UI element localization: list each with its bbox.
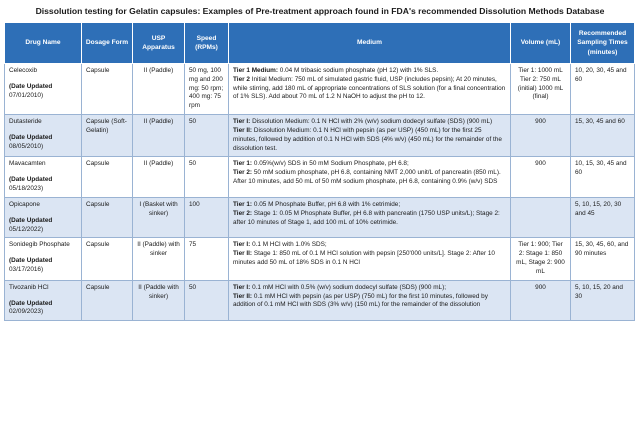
tier-1-label: Tier I: bbox=[233, 241, 251, 249]
table-row bbox=[5, 280, 635, 320]
drug-name-cell bbox=[5, 280, 82, 320]
table-row bbox=[5, 197, 635, 237]
speed-cell: 50 bbox=[185, 115, 229, 157]
drug-name: Tivozanib HCl bbox=[9, 283, 49, 291]
header-sampling-times: Recommended Sampling Times (minutes) bbox=[571, 23, 635, 64]
tier-2-label: Tier II: bbox=[233, 126, 253, 134]
apparatus-cell: II (Paddle) bbox=[133, 115, 185, 157]
medium-cell bbox=[229, 197, 511, 237]
speed-cell: 50 bbox=[185, 280, 229, 320]
date-updated: 07/01/2010) bbox=[9, 91, 44, 99]
tier-1-label: Tier I: bbox=[233, 118, 251, 126]
table-row bbox=[5, 157, 635, 197]
dosage-form-cell: Capsule (Soft-Gelatin) bbox=[82, 115, 133, 157]
speed-cell: 50 mg, 100 mg and 200 mg: 50 rpm; 400 mg: 75 rpm bbox=[185, 64, 229, 115]
volume-cell: 900 bbox=[511, 157, 571, 197]
dosage-form-cell: Capsule bbox=[82, 280, 133, 320]
drug-name: Celecoxib bbox=[9, 67, 38, 74]
dosage-form-cell: Capsule bbox=[82, 64, 133, 115]
tier-1-label: Tier 1: bbox=[233, 200, 253, 208]
drug-name: Dutasteride bbox=[9, 118, 42, 126]
tier-2-label: Tier II: bbox=[233, 250, 253, 258]
header-usp-apparatus: USP Apparatus bbox=[133, 23, 185, 64]
tier-1-label: Tier 1: bbox=[233, 160, 253, 168]
tier-2-label: Tier 2: bbox=[233, 209, 253, 217]
speed-cell: 50 bbox=[185, 157, 229, 197]
tier-2-label: Tier II: bbox=[233, 292, 253, 300]
drug-name: Mavacamten bbox=[9, 160, 46, 168]
date-updated: 08/05/2010) bbox=[9, 142, 44, 150]
medium-cell bbox=[229, 280, 511, 320]
header-drug-name: Drug Name bbox=[5, 23, 82, 64]
medium-cell bbox=[229, 64, 511, 115]
sampling-times-cell: 10, 15, 30, 45 and 60 bbox=[571, 157, 635, 197]
table-row bbox=[5, 115, 635, 157]
date-updated: 03/17/2016) bbox=[9, 266, 44, 274]
table-row bbox=[5, 64, 635, 115]
header-volume: Volume (mL) bbox=[511, 23, 571, 64]
apparatus-cell: I (Basket with sinker) bbox=[133, 197, 185, 237]
date-updated-label: (Date Updated bbox=[9, 133, 53, 141]
volume-cell: 900 bbox=[511, 115, 571, 157]
dosage-form-cell: Capsule bbox=[82, 157, 133, 197]
tier-1-text: 0.05%(w/v) SDS in 50 mM Sodium Phosphate, pH 6.8; bbox=[253, 160, 409, 168]
dosage-form-cell: Capsule bbox=[82, 238, 133, 280]
tier-2-text: 0.1 mM HCl with pepsin (as per USP) (750 mL) for the first 10 minutes, followed by addition of 0.1 mM HCl with SDS (3% w/v) (150 mL) for the remainder of the dissolution bbox=[233, 292, 488, 309]
date-updated: 05/18/2023) bbox=[9, 185, 44, 193]
date-updated-label: (Date Updated bbox=[9, 176, 53, 184]
tier-2-label: Tier 2 bbox=[233, 75, 250, 83]
sampling-times-cell: 5, 10, 15, 20 and 30 bbox=[571, 280, 635, 320]
drug-name-cell bbox=[5, 115, 82, 157]
drug-name-cell bbox=[5, 157, 82, 197]
volume-cell: 900 bbox=[511, 280, 571, 320]
dissolution-methods-table bbox=[4, 22, 635, 321]
date-updated-label: (Date Updated bbox=[9, 82, 53, 90]
tier-2-label: Tier 2: bbox=[233, 169, 253, 177]
drug-name-cell bbox=[5, 64, 82, 115]
drug-name: Opicapone bbox=[9, 200, 40, 208]
speed-cell: 75 bbox=[185, 238, 229, 280]
tier-1-text: 0.05 M Phosphate Buffer, pH 6.8 with 1% cetrimide; bbox=[253, 200, 401, 208]
tier-2-text: Stage 1: 0.05 M Phosphate Buffer, pH 6.8 with pancreatin (1750 USP units/L); Stage 2: after 10 minutes of Stage 1, add 100 mL of 10% cetrimide. bbox=[233, 209, 500, 226]
sampling-times-cell: 10, 20, 30, 45 and 60 bbox=[571, 64, 635, 115]
header-speed: Speed (RPMs) bbox=[185, 23, 229, 64]
date-updated-label: (Date Updated bbox=[9, 257, 53, 265]
apparatus-cell: II (Paddle) with sinker bbox=[133, 238, 185, 280]
date-updated-label: (Date Updated bbox=[9, 216, 53, 224]
header-medium: Medium bbox=[229, 23, 511, 64]
tier-1-label: Tier 1 Medium: bbox=[233, 67, 278, 74]
tier-2-text: 50 mM sodium phosphate, pH 6.8, containing NMT 2,000 unit/L of pancreatin (850 mL). After 10 minutes, add 50 mL of 50 mM sodium phosphate, pH 6.8, containing 0.9% (w/v) SDS bbox=[233, 169, 501, 186]
tier-1-label: Tier I: bbox=[233, 283, 251, 291]
tier-1-text: 0.1 mM HCl with 0.5% (w/v) sodium dodecyl sulfate (SDS) (900 mL); bbox=[252, 283, 446, 291]
tier-1-text: 0.1 M HCl with 1.0% SDS; bbox=[252, 241, 327, 249]
apparatus-cell: II (Paddle with sinker) bbox=[133, 280, 185, 320]
medium-cell bbox=[229, 238, 511, 280]
sampling-times-cell: 15, 30, 45 and 60 bbox=[571, 115, 635, 157]
speed-cell: 100 bbox=[185, 197, 229, 237]
document-title: Dissolution testing for Gelatin capsules: Examples of Pre-treatment approach found in FDA's recommended Dissolution Methods Database bbox=[35, 6, 605, 16]
tier-1-text: Dissolution Medium: 0.1 N HCl with 2% (w/v) sodium dodecyl sulfate (SDS) (900 mL) bbox=[252, 118, 493, 126]
table-row bbox=[5, 238, 635, 280]
apparatus-cell: II (Paddle) bbox=[133, 64, 185, 115]
volume-cell bbox=[511, 197, 571, 237]
date-updated: 05/12/2022) bbox=[9, 225, 44, 233]
table-header-row bbox=[5, 23, 635, 64]
dosage-form-cell: Capsule bbox=[82, 197, 133, 237]
tier-2-text: Initial Medium: 750 mL of simulated gastric fluid, USP (includes pepsin); At 20 minutes, while stirring, add 180 mL of appropriate concentrations of SLS solution (for a final concentration of 1% SLS). Add about 70 mL of 1.2 N NaOH to adjust the pH to 12. bbox=[233, 75, 506, 101]
sampling-times-cell: 5, 10, 15, 20, 30 and 45 bbox=[571, 197, 635, 237]
medium-cell bbox=[229, 115, 511, 157]
header-dosage-form: Dosage Form bbox=[82, 23, 133, 64]
medium-cell bbox=[229, 157, 511, 197]
date-updated-label: (Date Updated bbox=[9, 299, 53, 307]
tier-2-text: Stage 1: 850 mL of 0.1 M HCl solution with pepsin [250'000 units/L]. Stage 2: After 10 minutes add 50 mL of 18% SDS in 0.1 N HCl bbox=[233, 250, 495, 267]
volume-cell: Tier 1: 1000 mL Tier 2: 750 mL (initial) 1000 mL (final) bbox=[511, 64, 571, 115]
tier-1-text: 0.04 M tribasic sodium phosphate (pH 12) with 1% SLS. bbox=[279, 67, 439, 74]
drug-name-cell bbox=[5, 197, 82, 237]
date-updated: 02/09/2023) bbox=[9, 308, 44, 316]
apparatus-cell: II (Paddle) bbox=[133, 157, 185, 197]
sampling-times-cell: 15, 30, 45, 60, and 90 minutes bbox=[571, 238, 635, 280]
tier-2-text: Dissolution Medium: 0.1 N HCl with pepsin (as per USP) (450 mL) for the first 25 minutes, followed by addition of 0.1 N HCl with SDS (4% w/v) (450 mL) for the remainder of the dissolution test. bbox=[233, 126, 502, 152]
drug-name-cell bbox=[5, 238, 82, 280]
volume-cell: Tier 1: 900; Tier 2: Stage 1: 850 mL, Stage 2: 900 mL bbox=[511, 238, 571, 280]
drug-name: Sonidegib Phosphate bbox=[9, 241, 70, 249]
